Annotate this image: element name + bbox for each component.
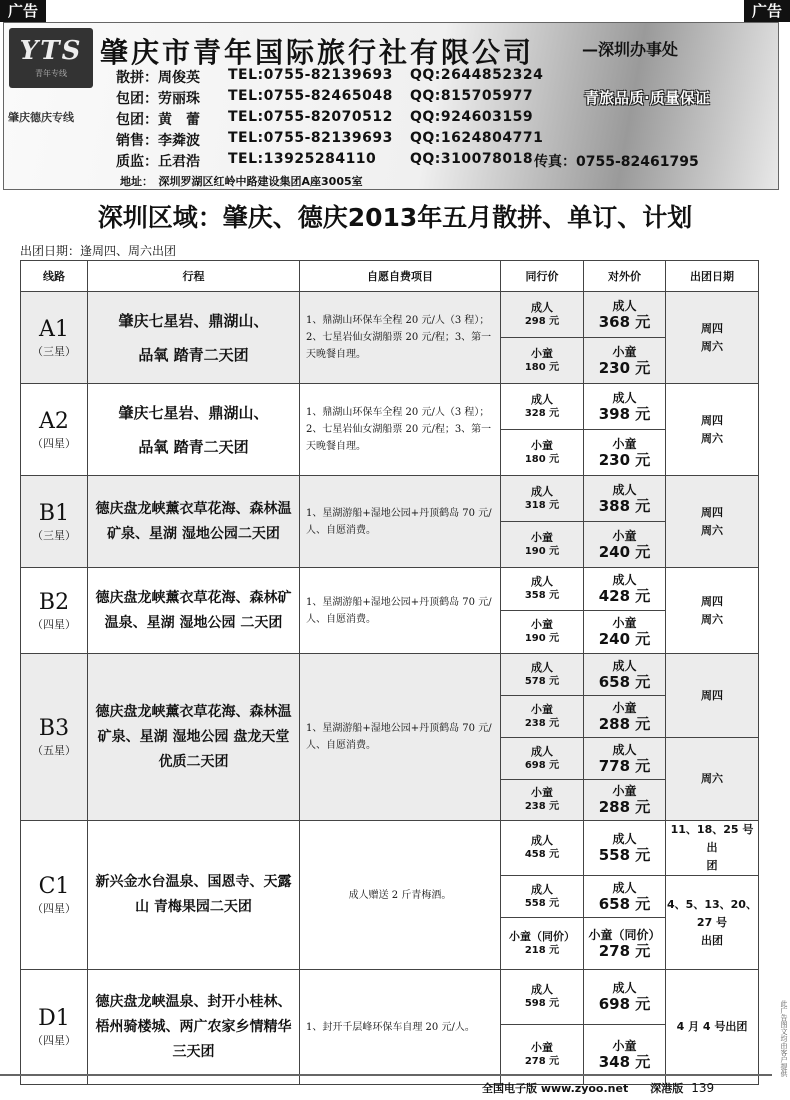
public-price-cell <box>584 780 666 821</box>
contact-tel: TEL:0755-82465048 <box>228 88 393 104</box>
departure-dates-cell <box>666 654 759 738</box>
public-price: 230 元 <box>598 358 651 377</box>
public-price-cell <box>584 430 666 476</box>
departure-date: 周六 <box>701 431 723 445</box>
table-row <box>21 821 759 876</box>
route-code-cell <box>21 384 88 476</box>
departure-date: 周六 <box>701 339 723 353</box>
route-code-cell <box>21 476 88 568</box>
itinerary-cell <box>88 821 300 970</box>
public-price-cell <box>584 476 666 522</box>
public-price-label: 成人 <box>612 832 637 846</box>
trade-price-label: 小童 <box>531 1040 553 1054</box>
route-code: A1 <box>39 316 69 342</box>
footer-rule <box>0 1074 772 1076</box>
contact-qq: QQ:1624804771 <box>410 130 544 146</box>
footer-edition: 全国电子版 www.zyoo.net <box>482 1082 629 1095</box>
public-price: 348 元 <box>598 1052 651 1071</box>
trade-price: 180 元 <box>524 453 560 465</box>
optional-items: 1、星湖游船+湿地公园+丹顶鹤岛 70 元/人、自愿消费。 <box>300 568 501 654</box>
public-price: 368 元 <box>598 312 651 331</box>
header-public-price: 对外价 <box>584 261 666 292</box>
departure-date: 周四 <box>701 505 723 519</box>
logo-text: YTS <box>19 36 83 66</box>
itinerary-line: 品氧 踏青二天团 <box>138 345 249 364</box>
public-price-cell <box>584 918 666 970</box>
public-price-label: 成人 <box>612 298 637 313</box>
public-price-cell <box>584 876 666 918</box>
trade-price: 180 元 <box>524 361 560 373</box>
departure-date: 4 月 4 号出团 <box>676 1020 748 1033</box>
trade-price: 558 元 <box>524 897 560 909</box>
public-price-cell <box>584 338 666 384</box>
header-itinerary: 行程 <box>88 261 300 292</box>
trade-price: 190 元 <box>524 545 560 557</box>
public-price-label: 小童 <box>612 436 637 451</box>
contact-tel: TEL:0755-82139693 <box>228 130 393 146</box>
route-code-cell <box>21 970 88 1085</box>
route-code-cell <box>21 654 88 821</box>
public-price-cell <box>584 384 666 430</box>
contact-tel: TEL:0755-82070512 <box>228 109 393 125</box>
contact-tel: TEL:0755-82139693 <box>228 67 393 83</box>
public-price: 658 元 <box>598 672 651 691</box>
public-price: 240 元 <box>598 542 651 561</box>
public-price: 240 元 <box>598 630 651 648</box>
company-name: 肇庆市青年国际旅行社有限公司 <box>100 36 535 69</box>
trade-price: 238 元 <box>524 801 560 812</box>
public-price: 288 元 <box>598 798 651 816</box>
agency-logo <box>9 28 93 88</box>
trade-price-cell <box>501 522 584 568</box>
footer-region: 深港版 <box>650 1082 684 1095</box>
agency-banner <box>3 22 779 190</box>
contact-qq: QQ:310078018 <box>410 151 534 167</box>
table-row <box>21 384 759 430</box>
trade-price-cell <box>501 292 584 338</box>
public-price-cell <box>584 522 666 568</box>
page-footer <box>482 1080 714 1096</box>
public-price-label: 成人 <box>612 390 637 405</box>
contact-qq: QQ:815705977 <box>410 88 534 104</box>
trade-price-cell <box>501 611 584 654</box>
public-price-label: 成人 <box>612 573 637 587</box>
departure-note: 出团日期：逢周四、周六出团 <box>20 244 177 258</box>
itinerary-line: 品氧 踏青二天团 <box>138 437 249 456</box>
hotel-rating: （四星） <box>32 436 76 450</box>
contact-person: 包团：黄 蕾 <box>116 112 200 128</box>
departure-dates-cell <box>666 970 759 1085</box>
trade-price-label: 成人 <box>531 392 553 406</box>
header-route: 线路 <box>21 261 88 292</box>
public-price: 388 元 <box>598 496 651 515</box>
departure-date: 周四 <box>701 413 723 427</box>
contact-fax: 传真：0755-82461795 <box>534 154 699 170</box>
table-row <box>21 568 759 611</box>
departure-date: 27 号 <box>696 915 728 929</box>
trade-price: 328 元 <box>524 407 560 419</box>
itinerary-line: 梧州骑楼城、两广农家乡情精华 <box>95 1018 292 1035</box>
address: 地址： 深圳罗湖区红岭中路建设集团A座3005室 <box>120 175 363 188</box>
trade-price-cell <box>501 568 584 611</box>
departure-dates-cell <box>666 738 759 821</box>
departure-date: 11、18、25 号出 <box>670 823 754 854</box>
itinerary-cell <box>88 292 300 384</box>
trade-price-label: 小童 <box>531 346 553 360</box>
header-dates: 出团日期 <box>666 261 759 292</box>
departure-date: 周六 <box>701 612 723 626</box>
trade-price: 698 元 <box>524 759 560 771</box>
departure-date: 出团 <box>701 933 723 947</box>
public-price: 230 元 <box>598 450 651 469</box>
trade-price-label: 成人 <box>531 882 553 896</box>
departure-date: 周四 <box>701 321 723 335</box>
public-price: 658 元 <box>598 894 651 913</box>
itinerary-line: 温泉、星湖 湿地公园 二天团 <box>104 614 283 631</box>
hotel-rating: （三星） <box>32 528 76 542</box>
trade-price: 598 元 <box>524 998 560 1009</box>
public-price: 398 元 <box>598 404 651 423</box>
trade-price: 318 元 <box>524 499 560 511</box>
public-price: 288 元 <box>598 714 651 733</box>
contact-qq: QQ:2644852324 <box>410 67 544 83</box>
trade-price: 190 元 <box>524 633 560 644</box>
optional-items: 1、星湖游船+湿地公园+丹顶鹤岛 70 元/人、自愿消费。 <box>300 476 501 568</box>
public-price-label: 成人 <box>612 742 637 757</box>
public-price-cell <box>584 292 666 338</box>
hotel-rating: （四星） <box>32 902 76 915</box>
trade-price-label: 成人 <box>531 834 553 847</box>
hotel-rating: （四星） <box>32 617 76 631</box>
trade-price: 578 元 <box>524 675 560 687</box>
trade-price-label: 小童 <box>531 618 553 631</box>
public-price: 558 元 <box>598 846 651 864</box>
public-price-cell <box>584 738 666 780</box>
slogan: 青旅品质·质量保证 <box>584 89 710 107</box>
ad-tag-right: 广告 <box>744 0 790 22</box>
departure-date: 周六 <box>701 523 723 537</box>
trade-price-label: 小童（同价） <box>509 929 575 943</box>
trade-price-label: 成人 <box>531 744 553 758</box>
public-price-cell <box>584 568 666 611</box>
public-price-cell <box>584 696 666 738</box>
departure-date: 周四 <box>701 688 723 702</box>
ad-tag-left: 广告 <box>0 0 46 22</box>
route-code-cell <box>21 568 88 654</box>
trade-price-cell <box>501 696 584 738</box>
departure-date: 团 <box>706 859 718 872</box>
contact-person: 销售：李粦波 <box>116 133 200 149</box>
public-price-label: 小童（同价） <box>588 927 661 942</box>
itinerary-line: 山 青梅果园二天团 <box>135 899 252 915</box>
itinerary-line: 肇庆七星岩、鼎湖山、 <box>118 403 269 422</box>
departure-date: 周四 <box>701 594 723 608</box>
header-trade-price: 同行价 <box>501 261 584 292</box>
public-price-label: 小童 <box>612 1038 637 1053</box>
trade-price-label: 小童 <box>531 438 553 452</box>
public-price-cell <box>584 611 666 654</box>
departure-dates-cell <box>666 568 759 654</box>
contact-person: 散拼：周俊英 <box>116 70 200 86</box>
header-optional: 自愿自费项目 <box>300 261 501 292</box>
banner-side-label: 肇庆德庆专线 <box>8 111 74 124</box>
route-code: A2 <box>39 408 69 434</box>
route-code-cell <box>21 292 88 384</box>
public-price-label: 成人 <box>612 880 637 895</box>
trade-price-label: 小童 <box>531 702 553 716</box>
trade-price: 238 元 <box>524 717 560 729</box>
itinerary-line: 新兴金水台温泉、国恩寺、天露 <box>95 874 292 890</box>
departure-date: 4、5、13、20、 <box>667 897 757 911</box>
trade-price-label: 成人 <box>531 660 553 674</box>
public-price-label: 成人 <box>612 482 637 497</box>
trade-price-cell <box>501 738 584 780</box>
public-price: 698 元 <box>598 995 651 1013</box>
public-price: 428 元 <box>598 587 651 605</box>
side-note: 此广告图文均由客户提供 <box>780 1000 788 1077</box>
public-price-label: 小童 <box>612 784 637 798</box>
trade-price-label: 成人 <box>531 484 553 498</box>
trade-price-label: 成人 <box>531 983 553 996</box>
trade-price-cell <box>501 338 584 384</box>
route-code: D1 <box>38 1006 70 1031</box>
optional-items: 1、鼎湖山环保车全程 20 元/人（3 程）；2、七星岩仙女湖船票 20 元/程；3、第一天晚餐自理。 <box>300 292 501 384</box>
trade-price-cell <box>501 430 584 476</box>
trade-price-label: 小童 <box>531 786 553 799</box>
itinerary-line: 德庆盘龙峡温泉、封开小桂林、 <box>95 993 292 1010</box>
contact-person: 质监：丘君浩 <box>116 154 200 170</box>
optional-items: 1、鼎湖山环保车全程 20 元/人（3 程）；2、七星岩仙女湖船票 20 元/程；3、第一天晚餐自理。 <box>300 384 501 476</box>
trade-price-label: 成人 <box>531 575 553 588</box>
public-price-label: 小童 <box>612 344 637 359</box>
trade-price: 298 元 <box>524 315 560 327</box>
departure-dates-cell <box>666 384 759 476</box>
itinerary-cell <box>88 384 300 476</box>
route-table <box>20 260 759 1085</box>
public-price-cell <box>584 970 666 1025</box>
public-price-label: 小童 <box>612 700 637 715</box>
trade-price-cell <box>501 876 584 918</box>
hotel-rating: （三星） <box>32 344 76 358</box>
itinerary-line: 优质二天团 <box>158 753 229 770</box>
trade-price: 358 元 <box>524 590 560 601</box>
public-price: 278 元 <box>598 941 651 960</box>
public-price-label: 小童 <box>612 616 637 630</box>
public-price-label: 成人 <box>612 981 637 995</box>
itinerary-line: 矿泉、星湖 湿地公园 盘龙天堂 <box>97 728 290 745</box>
trade-price-cell <box>501 476 584 522</box>
trade-price-label: 小童 <box>531 530 553 544</box>
public-price-cell <box>584 654 666 696</box>
trade-price: 218 元 <box>524 944 560 956</box>
hotel-rating: （四星） <box>32 1034 76 1047</box>
itinerary-cell <box>88 970 300 1085</box>
company-branch: —深圳办事处 <box>582 40 679 59</box>
trade-price-cell <box>501 654 584 696</box>
itinerary-line: 三天团 <box>172 1043 215 1060</box>
public-price-cell <box>584 821 666 876</box>
table-row <box>21 292 759 338</box>
trade-price-cell <box>501 780 584 821</box>
route-code: B2 <box>38 589 70 615</box>
page-number: 139 <box>691 1081 715 1095</box>
trade-price-label: 成人 <box>531 300 553 314</box>
itinerary-cell <box>88 568 300 654</box>
table-row <box>21 654 759 696</box>
itinerary-line: 矿泉、星湖 湿地公园二天团 <box>107 525 280 542</box>
itinerary-line: 德庆盘龙峡薰衣草花海、森林温 <box>95 500 292 517</box>
table-header-row <box>21 261 759 292</box>
trade-price: 458 元 <box>524 849 560 860</box>
departure-dates-cell <box>666 876 759 970</box>
public-price-label: 成人 <box>612 658 637 673</box>
page-title: 深圳区域：肇庆、德庆2013年五月散拼、单订、计划 <box>97 203 693 232</box>
logo-subtext: 青年专线 <box>35 69 67 78</box>
contact-person: 包团：劳丽珠 <box>116 91 200 107</box>
trade-price-cell <box>501 918 584 970</box>
trade-price-cell <box>501 384 584 430</box>
trade-price-cell <box>501 821 584 876</box>
route-code: B3 <box>38 716 70 741</box>
itinerary-cell <box>88 654 300 821</box>
optional-items: 1、封开千层峰环保车自理 20 元/人。 <box>300 970 501 1085</box>
route-code-cell <box>21 821 88 970</box>
table-row <box>21 970 759 1025</box>
public-price-label: 小童 <box>612 528 637 543</box>
route-code: B1 <box>38 500 70 526</box>
table-row <box>21 476 759 522</box>
contact-tel: TEL:13925284110 <box>228 151 377 167</box>
hotel-rating: （五星） <box>32 744 76 757</box>
public-price: 778 元 <box>598 756 651 775</box>
departure-date: 周六 <box>701 772 723 785</box>
trade-price-cell <box>501 970 584 1025</box>
contact-qq: QQ:924603159 <box>410 109 534 125</box>
itinerary-line: 肇庆七星岩、鼎湖山、 <box>118 311 269 330</box>
departure-dates-cell <box>666 821 759 876</box>
departure-dates-cell <box>666 476 759 568</box>
departure-dates-cell <box>666 292 759 384</box>
route-code: C1 <box>38 874 70 899</box>
optional-items: 成人赠送 2 斤青梅酒。 <box>300 821 501 970</box>
itinerary-cell <box>88 476 300 568</box>
itinerary-line: 德庆盘龙峡薰衣草花海、森林矿 <box>95 589 292 606</box>
trade-price: 278 元 <box>524 1055 560 1067</box>
optional-items: 1、星湖游船+湿地公园+丹顶鹤岛 70 元/人、自愿消费。 <box>300 654 501 821</box>
itinerary-line: 德庆盘龙峡薰衣草花海、森林温 <box>95 703 292 720</box>
